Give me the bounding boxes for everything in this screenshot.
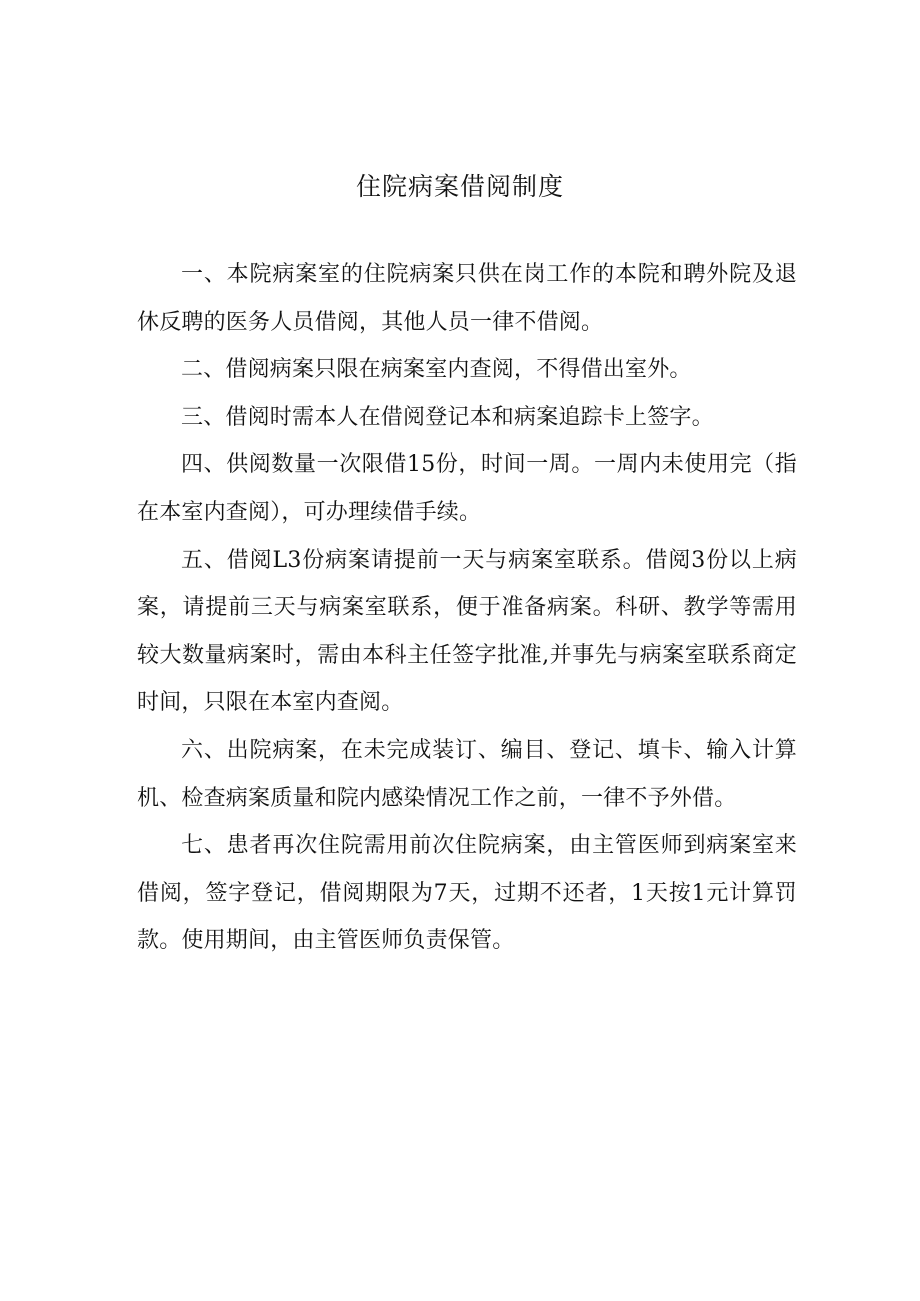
document-body (137, 251, 797, 965)
paragraph-7: 七、患者再次住院需用前次住院病案，由主管医师到病案室来借阅，签字登记，借阅期限为7天，过期不还者，1天按1元计算罚款。使用期间，由主管医师负责保管。 (137, 833, 797, 954)
paragraph-3: 三、借阅时需本人在借阅登记本和病案追踪卡上签字。 (181, 404, 714, 430)
paragraph-6: 六、出院病案，在未完成装订、编目、登记、填卡、输入计算机、检查病案质量和院内感染情况工作之前，一律不予外借。 (137, 737, 797, 811)
document-title: 住院病案借阅制度 (355, 172, 564, 201)
paragraph-2: 二、借阅病案只限在病案室内查阅，不得借出室外。 (181, 357, 692, 383)
paragraph-4: 四、供阅数量一次限借15份，时间一周。一周内未使用完（指在本室内查阅），可办理续借手续。 (137, 452, 797, 525)
paragraph-5: 五、借阅L3份病案请提前一天与病案室联系。借阅3份以上病案，请提前三天与病案室联系，便于准备病案。科研、教学等需用较大数量病案时，需由本科主任签字批准,并事先与病案室联系商定时间，只限在本室内查阅。 (137, 547, 797, 716)
paragraph-1: 一、本院病案室的住院病案只供在岗工作的本院和聘外院及退休反聘的医务人员借阅，其他人员一律不借阅。 (137, 262, 797, 335)
